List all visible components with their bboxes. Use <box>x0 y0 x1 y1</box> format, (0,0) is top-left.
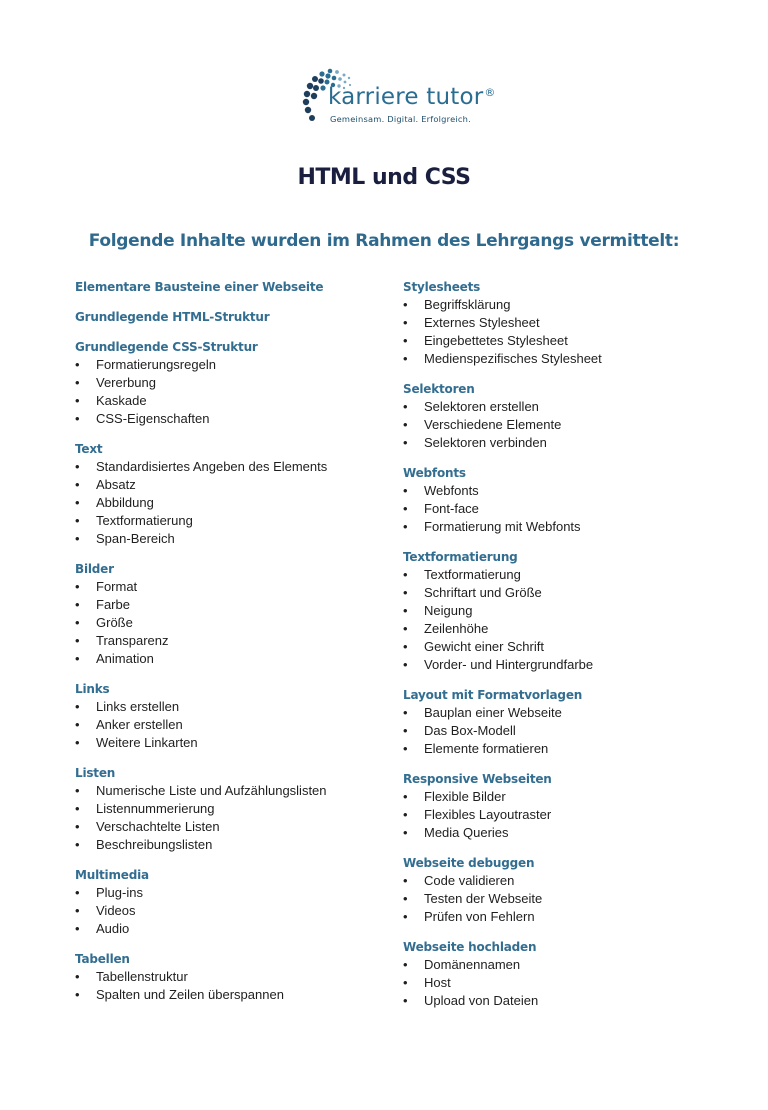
list-item-text: Listennummerierung <box>96 801 215 816</box>
section-heading: Text <box>75 442 103 456</box>
bullet-list <box>403 872 723 926</box>
section-heading: Multimedia <box>75 868 149 882</box>
list-item <box>403 974 723 992</box>
list-item <box>75 392 375 410</box>
list-item <box>403 416 723 434</box>
bullet-icon: • <box>75 699 80 714</box>
list-item <box>75 920 375 938</box>
list-item-text: Font-face <box>424 501 479 516</box>
list-item <box>403 398 723 416</box>
list-item-text: Vorder- und Hintergrundfarbe <box>424 657 594 672</box>
section-heading: Webseite debuggen <box>403 856 535 870</box>
bullet-icon: • <box>403 603 408 618</box>
list-item-text: Medienspezifisches Stylesheet <box>424 351 602 366</box>
list-item <box>75 734 375 752</box>
section-text <box>75 441 375 548</box>
bullet-icon: • <box>75 903 80 918</box>
bullet-icon: • <box>403 909 408 924</box>
list-item <box>75 836 375 854</box>
list-item <box>403 500 723 518</box>
list-item-text: Links erstellen <box>96 699 180 714</box>
bullet-icon: • <box>403 957 408 972</box>
bullet-list <box>403 788 723 842</box>
list-item-text: Elemente formatieren <box>424 741 549 756</box>
bullet-icon: • <box>403 639 408 654</box>
list-item-text: Videos <box>96 903 136 918</box>
section-responsive-webseiten <box>403 771 723 842</box>
list-item-text: Media Queries <box>424 825 509 840</box>
list-item <box>75 356 375 374</box>
list-item-text: Größe <box>96 615 133 630</box>
bullet-icon: • <box>403 975 408 990</box>
list-item-text: Abbildung <box>96 495 154 510</box>
section-heading: Textformatierung <box>403 550 518 564</box>
list-item <box>403 956 723 974</box>
list-item <box>403 350 723 368</box>
section-multimedia <box>75 867 375 938</box>
section-stylesheets <box>403 279 723 368</box>
bullet-icon: • <box>403 519 408 534</box>
list-item <box>403 482 723 500</box>
bullet-icon: • <box>75 579 80 594</box>
bullet-icon: • <box>403 741 408 756</box>
section-grundlegende-css-struktur <box>75 339 375 428</box>
list-item <box>403 638 723 656</box>
list-item-text: Format <box>96 579 138 594</box>
bullet-icon: • <box>403 501 408 516</box>
list-item-text: CSS-Eigenschaften <box>96 411 210 426</box>
list-item <box>403 890 723 908</box>
bullet-icon: • <box>403 435 408 450</box>
bullet-icon: • <box>403 621 408 636</box>
list-item-text: Selektoren verbinden <box>424 435 547 450</box>
list-item <box>403 872 723 890</box>
bullet-icon: • <box>75 375 80 390</box>
list-item-text: Textformatierung <box>96 513 193 528</box>
list-item <box>75 578 375 596</box>
list-item-text: Schriftart und Größe <box>424 585 542 600</box>
bullet-icon: • <box>75 969 80 984</box>
list-item-text: Externes Stylesheet <box>424 315 540 330</box>
section-selektoren <box>403 381 723 452</box>
section-heading: Listen <box>75 766 116 780</box>
list-item <box>75 716 375 734</box>
page-title: HTML und CSS <box>297 165 471 190</box>
list-item-text: Animation <box>96 651 154 666</box>
section-heading: Tabellen <box>75 952 130 966</box>
section-heading: Webseite hochladen <box>403 940 537 954</box>
list-item <box>75 596 375 614</box>
bullet-list <box>403 482 723 536</box>
bullet-icon: • <box>75 477 80 492</box>
karriere-tutor-logo <box>300 66 496 132</box>
bullet-icon: • <box>75 735 80 750</box>
section-listen <box>75 765 375 854</box>
bullet-icon: • <box>75 783 80 798</box>
list-item-text: Weitere Linkarten <box>96 735 198 750</box>
bullet-icon: • <box>75 357 80 372</box>
bullet-list <box>75 698 375 752</box>
list-item <box>403 908 723 926</box>
section-elementare-bausteine-einer-webseite <box>75 279 375 296</box>
section-webseite-debuggen <box>403 855 723 926</box>
section-heading: Grundlegende CSS-Struktur <box>75 340 258 354</box>
bullet-icon: • <box>403 297 408 312</box>
bullet-list <box>75 458 375 548</box>
list-item-text: Standardisiertes Angeben des Elements <box>96 459 328 474</box>
bullet-icon: • <box>403 789 408 804</box>
section-webfonts <box>403 465 723 536</box>
list-item <box>75 632 375 650</box>
section-bilder <box>75 561 375 668</box>
section-heading: Bilder <box>75 562 114 576</box>
section-heading: Stylesheets <box>403 280 481 294</box>
bullet-icon: • <box>403 807 408 822</box>
list-item <box>75 410 375 428</box>
list-item-text: Testen der Webseite <box>424 891 543 906</box>
page-subtitle: Folgende Inhalte wurden im Rahmen des Lehrgangs vermittelt: <box>88 231 680 251</box>
bullet-list <box>403 296 723 368</box>
list-item <box>75 458 375 476</box>
bullet-icon: • <box>403 705 408 720</box>
bullet-icon: • <box>75 987 80 1002</box>
bullet-list <box>403 398 723 452</box>
list-item <box>403 584 723 602</box>
list-item <box>75 530 375 548</box>
list-item <box>403 434 723 452</box>
bullet-list <box>75 884 375 938</box>
bullet-icon: • <box>75 717 80 732</box>
section-links <box>75 681 375 752</box>
bullet-list <box>75 782 375 854</box>
bullet-icon: • <box>75 819 80 834</box>
list-item-text: Beschreibungslisten <box>96 837 213 852</box>
list-item-text: Absatz <box>96 477 136 492</box>
list-item-text: Zeilenhöhe <box>424 621 489 636</box>
list-item <box>403 566 723 584</box>
bullet-icon: • <box>75 495 80 510</box>
list-item-text: Host <box>424 975 451 990</box>
list-item-text: Anker erstellen <box>96 717 183 732</box>
list-item <box>403 518 723 536</box>
list-item-text: Span-Bereich <box>96 531 175 546</box>
bullet-icon: • <box>75 633 80 648</box>
section-layout-mit-formatvorlagen <box>403 687 723 758</box>
bullet-list <box>75 356 375 428</box>
bullet-icon: • <box>403 417 408 432</box>
list-item <box>403 332 723 350</box>
section-tabellen <box>75 951 375 1004</box>
list-item-text: Neigung <box>424 603 473 618</box>
list-item-text: Numerische Liste und Aufzählungslisten <box>96 783 327 798</box>
list-item-text: Flexibles Layoutraster <box>424 807 552 822</box>
list-item <box>75 902 375 920</box>
list-item-text: Kaskade <box>96 393 147 408</box>
list-item-text: Bauplan einer Webseite <box>424 705 562 720</box>
bullet-icon: • <box>403 825 408 840</box>
list-item-text: Domänennamen <box>424 957 521 972</box>
list-item <box>403 620 723 638</box>
list-item-text: Upload von Dateien <box>424 993 539 1008</box>
bullet-icon: • <box>75 597 80 612</box>
section-grundlegende-html-struktur <box>75 309 375 326</box>
section-heading: Layout mit Formatvorlagen <box>403 688 583 702</box>
list-item-text: Eingebettetes Stylesheet <box>424 333 568 348</box>
list-item <box>403 314 723 332</box>
list-item-text: Tabellenstruktur <box>96 969 188 984</box>
right-column <box>403 279 723 1023</box>
bullet-list <box>75 968 375 1004</box>
left-column <box>75 279 375 1017</box>
bullet-icon: • <box>403 351 408 366</box>
section-webseite-hochladen <box>403 939 723 1010</box>
list-item <box>75 782 375 800</box>
bullet-icon: • <box>75 459 80 474</box>
bullet-icon: • <box>403 567 408 582</box>
list-item-text: Code validieren <box>424 873 515 888</box>
list-item-text: Webfonts <box>424 483 479 498</box>
list-item <box>75 374 375 392</box>
list-item <box>403 788 723 806</box>
list-item <box>75 512 375 530</box>
list-item <box>75 476 375 494</box>
bullet-icon: • <box>75 921 80 936</box>
bullet-icon: • <box>403 891 408 906</box>
list-item <box>403 992 723 1010</box>
list-item-text: Textformatierung <box>424 567 521 582</box>
bullet-list <box>75 578 375 668</box>
list-item <box>403 722 723 740</box>
list-item <box>75 494 375 512</box>
bullet-icon: • <box>403 333 408 348</box>
section-heading: Responsive Webseiten <box>403 772 552 786</box>
bullet-icon: • <box>403 723 408 738</box>
list-item-text: Spalten und Zeilen überspannen <box>96 987 284 1002</box>
bullet-icon: • <box>75 531 80 546</box>
brand-tagline: Gemeinsam. Digital. Erfolgreich. <box>330 114 471 124</box>
bullet-icon: • <box>403 585 408 600</box>
bullet-list <box>403 566 723 674</box>
list-item-text: Selektoren erstellen <box>424 399 539 414</box>
bullet-icon: • <box>75 411 80 426</box>
list-item <box>403 704 723 722</box>
bullet-icon: • <box>75 837 80 852</box>
bullet-icon: • <box>403 483 408 498</box>
bullet-icon: • <box>403 657 408 672</box>
list-item-text: Vererbung <box>96 375 156 390</box>
list-item-text: Begriffsklärung <box>424 297 511 312</box>
bullet-icon: • <box>403 399 408 414</box>
list-item-text: Verschachtelte Listen <box>96 819 220 834</box>
list-item-text: Transparenz <box>96 633 169 648</box>
bullet-icon: • <box>403 315 408 330</box>
list-item <box>403 656 723 674</box>
list-item-text: Prüfen von Fehlern <box>424 909 535 924</box>
list-item <box>75 698 375 716</box>
bullet-list <box>403 956 723 1010</box>
list-item <box>403 824 723 842</box>
bullet-icon: • <box>403 993 408 1008</box>
section-heading: Grundlegende HTML-Struktur <box>75 310 270 324</box>
section-heading: Selektoren <box>403 382 475 396</box>
list-item-text: Formatierungsregeln <box>96 357 216 372</box>
list-item <box>403 602 723 620</box>
section-heading: Webfonts <box>403 466 466 480</box>
list-item-text: Formatierung mit Webfonts <box>424 519 581 534</box>
list-item <box>75 884 375 902</box>
list-item <box>403 740 723 758</box>
list-item <box>75 650 375 668</box>
list-item <box>75 800 375 818</box>
list-item <box>75 968 375 986</box>
list-item <box>75 614 375 632</box>
list-item-text: Farbe <box>96 597 130 612</box>
section-heading: Links <box>75 682 110 696</box>
list-item <box>403 296 723 314</box>
section-textformatierung <box>403 549 723 674</box>
list-item-text: Das Box-Modell <box>424 723 516 738</box>
bullet-icon: • <box>75 615 80 630</box>
bullet-icon: • <box>75 651 80 666</box>
bullet-icon: • <box>75 801 80 816</box>
bullet-icon: • <box>75 513 80 528</box>
list-item-text: Verschiedene Elemente <box>424 417 562 432</box>
list-item-text: Plug-ins <box>96 885 143 900</box>
bullet-icon: • <box>403 873 408 888</box>
list-item-text: Audio <box>96 921 130 936</box>
brand-name: karriere tutor® <box>328 84 496 110</box>
section-heading: Elementare Bausteine einer Webseite <box>75 280 324 294</box>
bullet-icon: • <box>75 393 80 408</box>
list-item-text: Gewicht einer Schrift <box>424 639 544 654</box>
bullet-list <box>403 704 723 758</box>
list-item <box>75 818 375 836</box>
bullet-icon: • <box>75 885 80 900</box>
list-item <box>403 806 723 824</box>
list-item-text: Flexible Bilder <box>424 789 506 804</box>
list-item <box>75 986 375 1004</box>
